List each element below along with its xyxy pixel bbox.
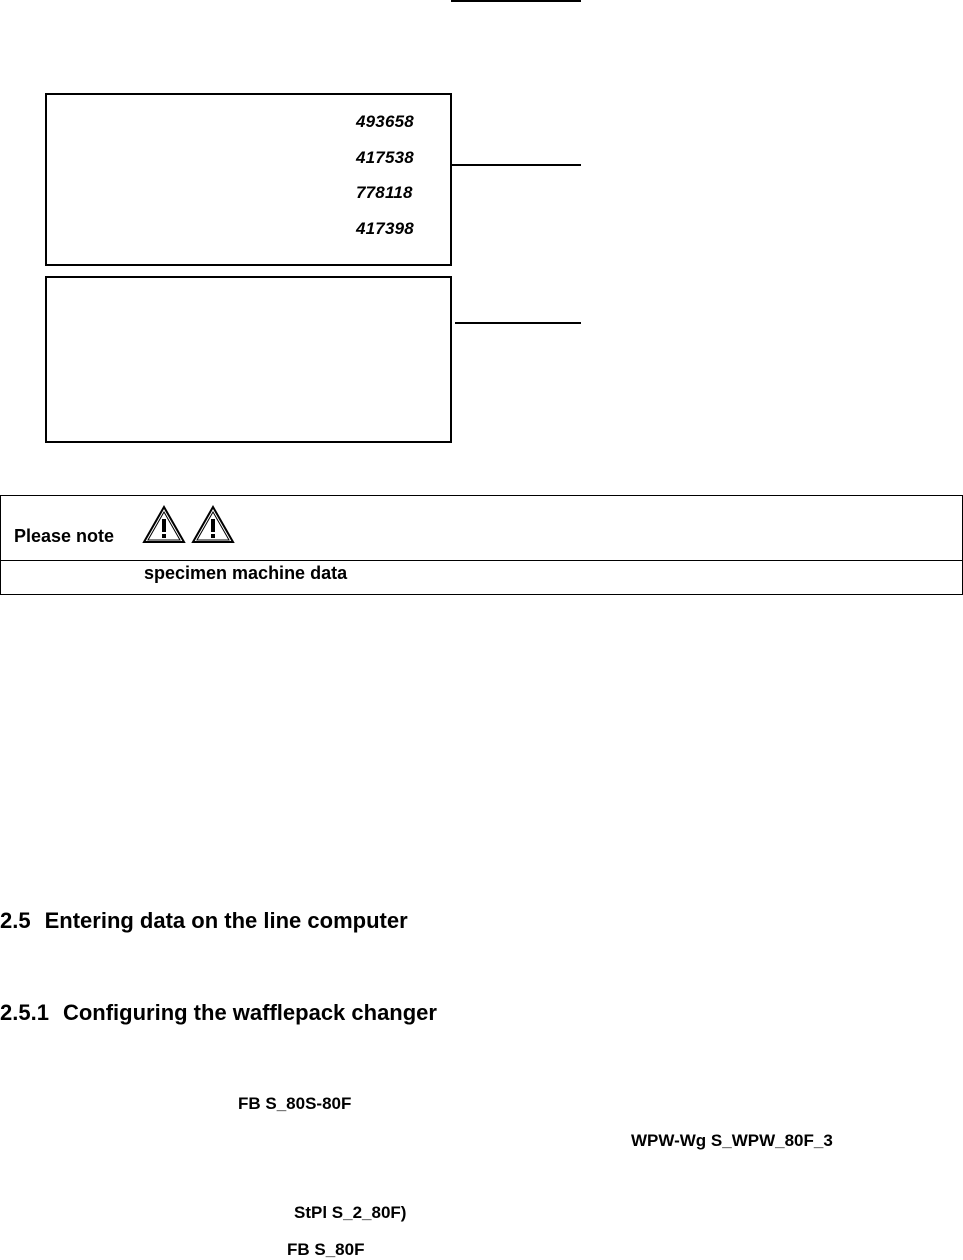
code-fb-1: FB S_80S-80F (238, 1094, 352, 1113)
note-text: specimen machine data (144, 563, 348, 583)
code-wpw: WPW-Wg S_WPW_80F_3 (631, 1131, 833, 1150)
callout-connector-line-2 (455, 322, 581, 324)
section-title: Entering data on the line computer (44, 908, 408, 933)
section-number: 2.5 (0, 908, 31, 933)
code-fb-2: FB S_80F (287, 1240, 365, 1259)
part-number: 417538 (356, 148, 414, 167)
part-number: 778118 (356, 183, 413, 202)
warning-triangle-icon (191, 505, 235, 545)
callout-box-empty (45, 276, 452, 443)
section-heading (0, 908, 408, 934)
note-label: Please note (14, 526, 115, 546)
subsection-heading (0, 1000, 437, 1026)
warning-triangle-icon (142, 505, 186, 545)
callout-connector-line-1 (451, 164, 581, 166)
part-number: 417398 (356, 219, 414, 238)
part-number: 493658 (356, 112, 414, 131)
code-stpl: StPl S_2_80F) (294, 1203, 407, 1222)
note-divider (0, 560, 963, 561)
subsection-title: Configuring the wafflepack changer (62, 1000, 437, 1025)
subsection-number: 2.5.1 (0, 1000, 49, 1025)
top-connector-line (451, 0, 581, 2)
